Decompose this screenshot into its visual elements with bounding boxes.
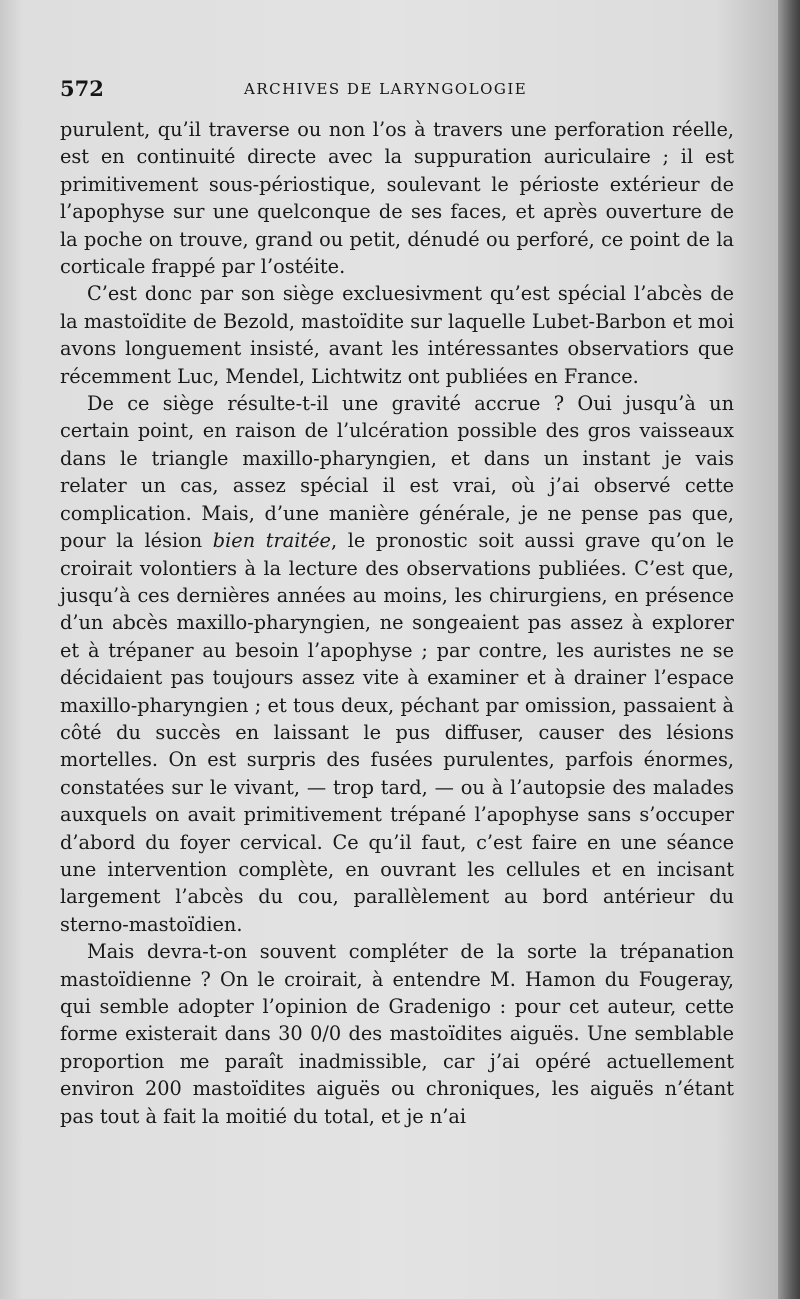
paragraph-3-emphasis: bien traitée <box>212 529 331 553</box>
page-number: 572 <box>60 76 104 101</box>
running-head: ARCHIVES DE LARYNGOLOGIE <box>244 80 528 98</box>
paragraph-4: Mais devra-t-on souvent compléter de la sorte la trépanation mastoïdienne ? On le croirait, à entendre M. Hamon du Fougeray, qui semble adopter l’opinion de Gradenigo : pour cet auteur, cette forme existerait dans 30 0/0 des mastoïdites aiguës. Une semblable proportion me paraît inadmissible, car j’ai opéré actuellement environ 200 mastoïdites aiguës ou chroniques, les aiguës n’étant pas tout à fait la moitié du total, et je n’ai <box>60 940 734 1128</box>
paragraph-3-text-after: , le pronostic soit aussi grave qu’on le croirait volontiers à la lecture des observations publiées. C’est que, jusqu’à ces dernières années au moins, les chirurgiens, en présence d’un abcès maxillo-pharyngien, ne songeaient pas assez à explorer et à trépaner au besoin l’apophyse ; par contre, les auristes ne se décidaient pas toujours assez vite à examiner et à drainer l’espace maxillo-pharyngien ; et tous deux, péchant par omission, passaient à côté du succès en laissant le pus diffuser, causer des lésions mortelles. On est surpris des fusées purulentes, parfois énormes, constatées sur le vivant, — trop tard, — ou à l’autopsie des malades auxquels on avait primitivement trépané l’apophyse sans s’occuper d’abord du foyer cervical. Ce qu’il faut, c’est faire en une séance une intervention complète, en ouvrant les cellules et en incisant largement l’abcès du cou, parallèlement au bord antérieur du sterno-mastoïdien. <box>60 529 734 936</box>
page-header <box>60 76 736 106</box>
paragraph-1: purulent, qu’il traverse ou non l’os à travers une perforation réelle, est en continuité directe avec la suppuration auriculaire ; il est primitivement sous-périostique, soulevant le périoste extérieur de l’apophyse sur une quelconque de ses faces, et après ouverture de la poche on trouve, grand ou petit, dénudé ou perforé, ce point de la corticale frappé par l’ostéite. <box>60 118 734 279</box>
page-edge-shadow <box>778 0 800 1299</box>
paragraph-2: C’est donc par son siège excluesivment qu’est spécial l’abcès de la mastoïdite de Bezold, mastoïdite sur laquelle Lubet-Barbon et moi avons longuement insisté, avant les intéressantes observatiors que récemment Luc, Mendel, Lichtwitz ont publiées en France. <box>60 282 734 388</box>
paragraph-3 <box>60 390 734 938</box>
body-text <box>60 116 734 1130</box>
paragraph-3-text-before: De ce siège résulte-t-il une gravité accrue ? Oui jusqu’à un certain point, en raison de l’ulcération possible des gros vaisseaux dans le triangle maxillo-pharyngien, et dans un instant je vais relater un cas, assez spécial il est vrai, où j’ai observé cette complication. Mais, d’une manière générale, je ne pense pas que, pour la lésion <box>60 392 734 553</box>
